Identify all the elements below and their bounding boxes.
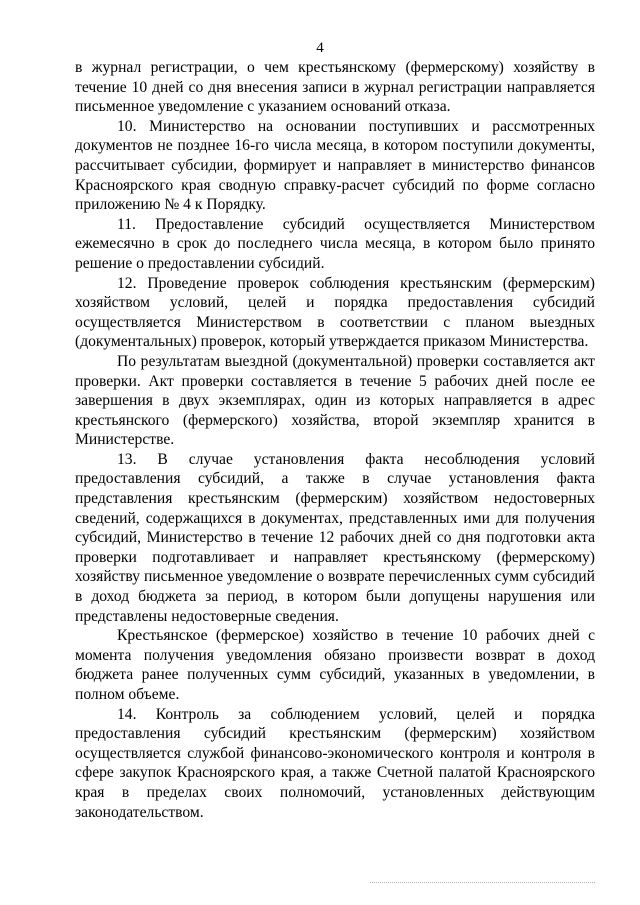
scan-edge-line xyxy=(370,882,595,883)
paragraph-11: 11. Предоставление субсидий осуществляется Министерством ежемесячно в срок до последнего числа месяца, в котором было принято решение о предоставлении субсидий. xyxy=(75,215,595,272)
paragraph-10: 10. Министерство на основании поступивших и рассмотренных документов не позднее 16-го числа месяца, в котором поступили документы, рассчитывает субсидии, формирует и направляет в министерство финансов Красноярского края сводную справку-расчет субсидий по форме согласно приложению № 4 к Порядку. xyxy=(75,117,595,214)
paragraph-13: 13. В случае установления факта несоблюдения условий предоставления субсидий, а также в случае установления факта представления крестьянским (фермерским) хозяйством недостоверных сведений, содержащихся в документах, представленных ими для получения субсидий, Министерство в течение 12 рабочих дней со дня подготовки акта проверки подготавливает и направляет крестьянскому (фермерскому) хозяйству письменное уведомление о возврате перечисленных сумм субсидий в доход бюджета за период, в котором были допущены нарушения или представлены недостоверные сведения. xyxy=(75,450,595,625)
paragraph-13-refund: Крестьянское (фермерское) хозяйство в течение 10 рабочих дней с момента получения уведомления обязано произвести возврат в доход бюджета ранее полученных сумм субсидий, указанных в уведомлении, в полном объеме. xyxy=(75,627,595,703)
document-body xyxy=(75,58,595,822)
paragraph-continuation: в журнал регистрации, о чем крестьянскому (фермерскому) хозяйству в течение 10 дней со дня внесения записи в журнал регистрации направляется письменное уведомление с указанием оснований отказа. xyxy=(75,59,595,116)
paragraph-14: 14. Контроль за соблюдением условий, целей и порядка предоставления субсидий крестьянским (фермерским) хозяйством осуществляется службой финансово-экономического контроля и контроля в сфере закупок Красноярского края, а также Счетной палатой Красноярского края в пределах своих полномочий, установленных действующим законодательством. xyxy=(75,705,595,821)
paragraph-12-inspection-act: По результатам выездной (документальной) проверки составляется акт проверки. Акт проверки составляется в течение 5 рабочих дней после ее завершения в двух экземплярах, один из которых направляется в адрес крестьянского (фермерского) хозяйства, второй экземпляр хранится в Министерстве. xyxy=(75,352,595,449)
paragraph-12: 12. Проведение проверок соблюдения крестьянским (фермерским) хозяйством условий, целей и порядка предоставления субсидий осуществляется Министерством в соответствии с планом выездных (документальных) проверок, который утверждается приказом Министерства. xyxy=(75,274,595,351)
page-number: 4 xyxy=(316,40,324,56)
